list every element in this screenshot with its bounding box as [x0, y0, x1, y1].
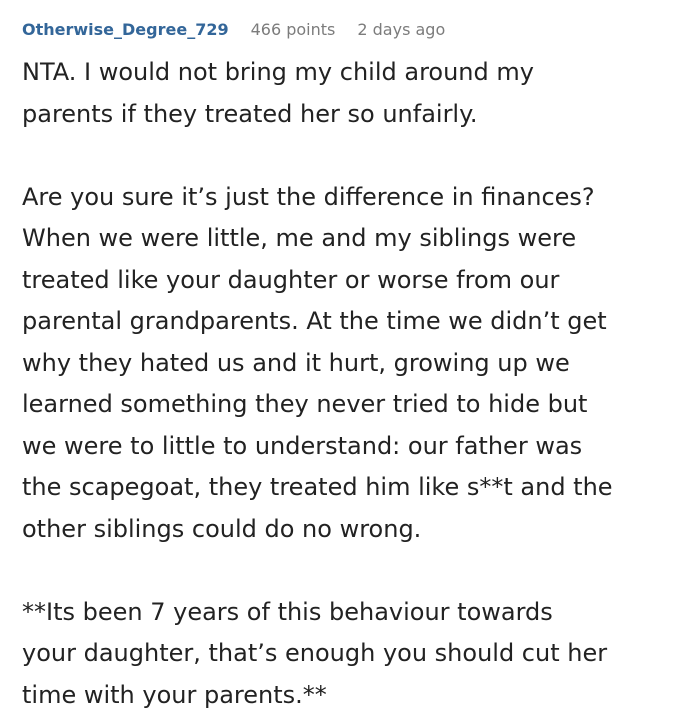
comment-paragraph-1	[22, 52, 690, 135]
username-link[interactable]: Otherwise_Degree_729	[22, 20, 229, 39]
comment-line: treated like your daughter or worse from our	[22, 265, 560, 294]
comment-line: the scapegoat, they treated him like s**t and the	[22, 473, 613, 501]
comment-line: learned something they never tried to hide but	[22, 390, 588, 418]
comment-line: parental grandparents. At the time we didn’t get	[22, 307, 607, 335]
comment-line: time with your parents.**	[22, 680, 327, 709]
comment-paragraph-3	[22, 592, 690, 717]
timestamp: 2 days ago	[357, 20, 446, 39]
comment-line: why they hated us and it hurt, growing up we	[22, 348, 570, 377]
comment-line: parents if they treated her so unfairly.	[22, 99, 478, 128]
comment-line: Are you sure it’s just the difference in finances?	[22, 182, 595, 211]
comment-line: we were to little to understand: our father was	[22, 431, 583, 460]
points-count: 466 points	[250, 20, 336, 39]
comment	[22, 14, 690, 716]
comment-line: **Its been 7 years of this behaviour towards	[22, 597, 553, 626]
comment-line: When we were little, me and my siblings were	[22, 224, 577, 252]
comment-line: other siblings could do no wrong.	[22, 514, 422, 543]
comment-line: your daughter, that’s enough you should cut her	[22, 639, 608, 667]
comment-body	[22, 52, 690, 716]
comment-line: NTA. I would not bring my child around my	[22, 58, 534, 86]
comment-paragraph-2	[22, 177, 690, 551]
comment-meta	[22, 14, 690, 46]
